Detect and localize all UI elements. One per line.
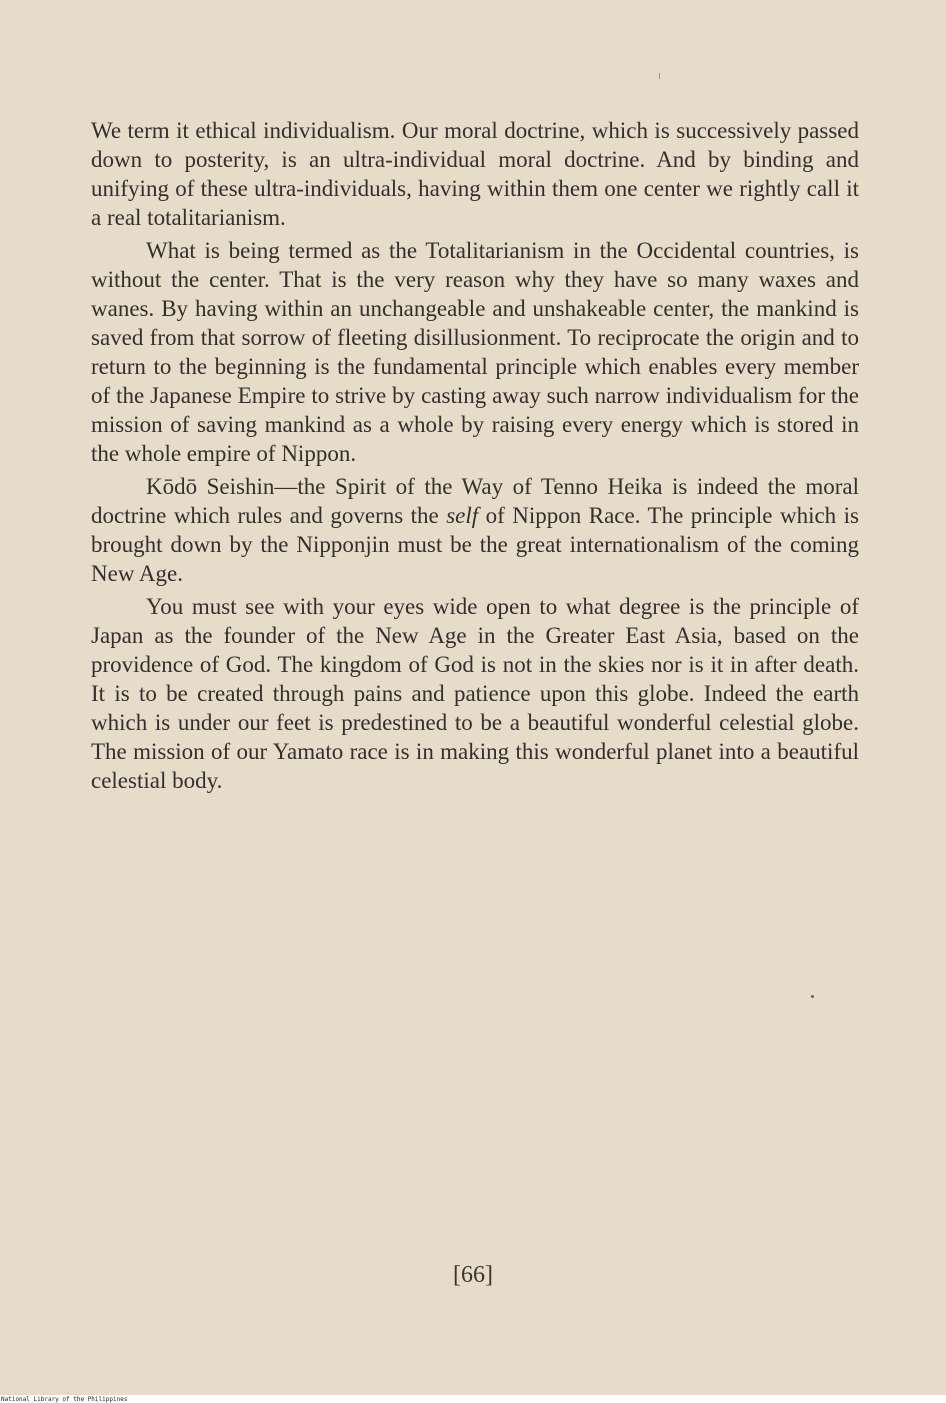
emphasis-self: self	[446, 503, 479, 528]
paragraph-kodo-seishin	[91, 472, 859, 588]
paper-speck	[659, 73, 660, 79]
body-text	[91, 116, 859, 799]
paragraph-new-age: You must see with your eyes wide open to what degree is the principle of Japan as the founder of the New Age in the Greater East Asia, based on the providence of God. The kingdom of God is not in the skies nor is it in after death. It is to be created through pains and patience upon this globe. Indeed the earth which is under our feet is predestined to be a beautiful wonderful celestial globe. The mission of our Yamato race is in making this wonderful planet into a beautiful celestial body.	[91, 594, 859, 793]
paragraph-kodo-seishin-end: of Nippon Race. The principle which is brought down by the Nipponjin must be the great internationalism of the coming New Age.	[91, 503, 859, 586]
page-number: [66]	[453, 1262, 493, 1288]
paragraph-totalitarianism: What is being termed as the Totalitarianism in the Occidental countries, is without the center. That is the very reason why they have so many waxes and wanes. By having within an unchangeable and unshakeable center, the mankind is saved from that sorrow of fleeting disillusionment. To reciprocate the origin and to return to the beginning is the fundamental principle which enables every member of the Japanese Empire to strive by casting away such narrow individualism for the mission of saving mankind as a whole by raising every energy which is stored in the whole empire of Nippon.	[91, 238, 859, 466]
library-credit: National Library of the Philippines	[1, 1396, 128, 1403]
paper-speck	[811, 995, 814, 998]
paragraph-ethical-individualism: We term it ethical individualism. Our moral doctrine, which is successively passed down to posterity, is an ultra-individual moral doctrine. And by binding and unifying of these ultra-individuals, having within them one center we rightly call it a real totalitarianism.	[91, 118, 859, 230]
paragraph-kodo-seishin-start: Kōdō Seishin—the Spirit of the Way of Tenno Heika is indeed the moral doctrine which rules and governs the	[91, 474, 859, 528]
